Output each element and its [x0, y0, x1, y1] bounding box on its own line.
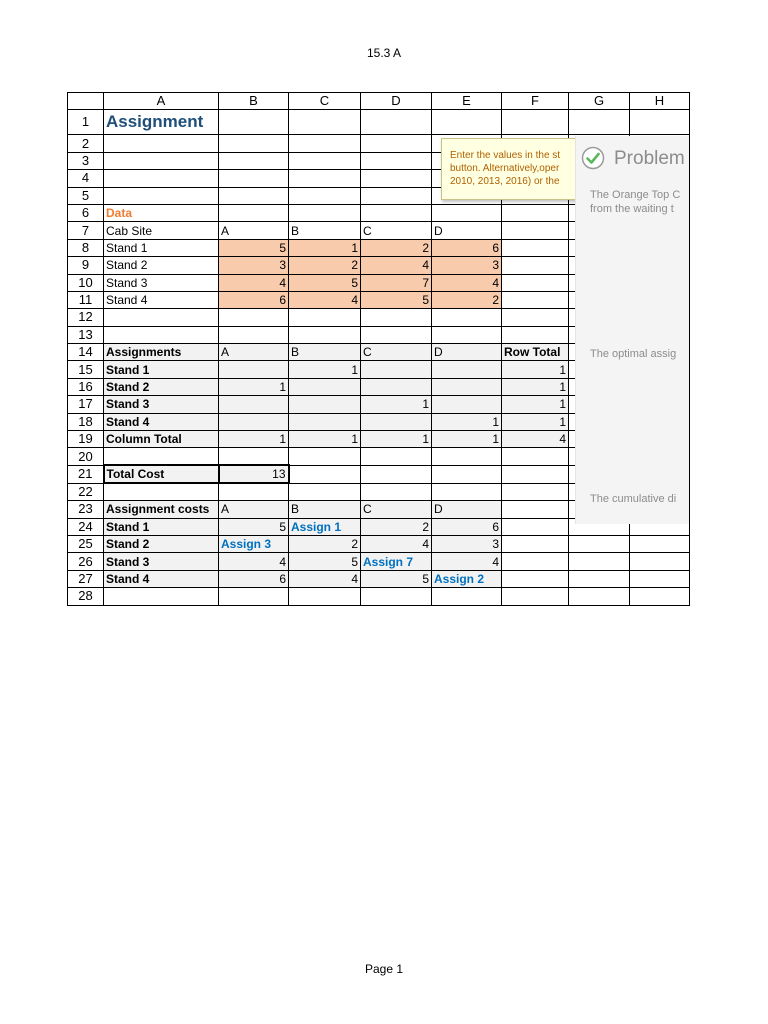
- input-cell[interactable]: 3: [219, 257, 289, 274]
- cell[interactable]: [361, 483, 432, 500]
- row-number: 14: [68, 344, 104, 361]
- cell[interactable]: [361, 465, 432, 483]
- input-cell[interactable]: 2: [361, 239, 432, 256]
- row-number: 12: [68, 309, 104, 326]
- cell[interactable]: A: [219, 344, 289, 361]
- cell[interactable]: 6: [432, 518, 502, 535]
- cell[interactable]: [432, 309, 502, 326]
- instruction-tooltip: [441, 138, 581, 200]
- cell[interactable]: Stand 2: [104, 535, 219, 552]
- column-header[interactable]: D: [361, 93, 432, 110]
- cell[interactable]: [289, 187, 361, 204]
- cell[interactable]: [289, 110, 361, 135]
- cell[interactable]: [219, 309, 289, 326]
- cell[interactable]: [630, 110, 690, 135]
- cell[interactable]: Stand 3: [104, 396, 219, 413]
- cell[interactable]: [361, 110, 432, 135]
- cell[interactable]: [219, 135, 289, 152]
- cell[interactable]: [104, 135, 219, 152]
- cell[interactable]: A: [219, 222, 289, 239]
- cell[interactable]: Stand 3: [104, 553, 219, 570]
- row-number: 11: [68, 291, 104, 308]
- cell[interactable]: [432, 326, 502, 343]
- input-cell[interactable]: 5: [289, 274, 361, 291]
- cell[interactable]: [104, 588, 219, 605]
- cell[interactable]: [219, 110, 289, 135]
- row-number: 21: [68, 465, 104, 483]
- cell[interactable]: [502, 274, 569, 291]
- row-number: 6: [68, 204, 104, 221]
- cell[interactable]: Stand 1: [104, 239, 219, 256]
- cell[interactable]: [432, 361, 502, 378]
- cell[interactable]: [569, 553, 630, 570]
- cell[interactable]: Stand 4: [104, 570, 219, 587]
- cell[interactable]: [432, 396, 502, 413]
- row-number: 5: [68, 187, 104, 204]
- column-header[interactable]: C: [289, 93, 361, 110]
- cell[interactable]: [289, 413, 361, 430]
- input-cell[interactable]: 7: [361, 274, 432, 291]
- cell[interactable]: 1: [432, 413, 502, 430]
- row-number: 3: [68, 152, 104, 169]
- cell[interactable]: [361, 309, 432, 326]
- cell[interactable]: [502, 239, 569, 256]
- cell[interactable]: B: [289, 222, 361, 239]
- cell[interactable]: C: [361, 222, 432, 239]
- cell[interactable]: [219, 396, 289, 413]
- cell[interactable]: 4: [361, 535, 432, 552]
- cell[interactable]: [502, 291, 569, 308]
- cell[interactable]: [361, 152, 432, 169]
- cell[interactable]: [361, 378, 432, 395]
- cell[interactable]: [432, 465, 502, 483]
- row-number: 19: [68, 431, 104, 448]
- assign-label[interactable]: Assign 7: [361, 553, 432, 570]
- cell[interactable]: 1: [502, 396, 569, 413]
- column-header[interactable]: H: [630, 93, 690, 110]
- cell[interactable]: 1: [219, 378, 289, 395]
- cell[interactable]: [289, 309, 361, 326]
- check-circle-icon: [581, 146, 605, 170]
- cell[interactable]: [569, 535, 630, 552]
- input-cell[interactable]: 4: [432, 274, 502, 291]
- cell[interactable]: [502, 257, 569, 274]
- cell[interactable]: 4: [432, 553, 502, 570]
- cell[interactable]: [432, 204, 502, 221]
- cell[interactable]: [104, 309, 219, 326]
- total-cost-value[interactable]: 13: [219, 465, 289, 483]
- cell[interactable]: [289, 135, 361, 152]
- cell[interactable]: [361, 326, 432, 343]
- cell[interactable]: 5: [289, 553, 361, 570]
- row-number: 1: [68, 110, 104, 135]
- cell[interactable]: [219, 152, 289, 169]
- cell[interactable]: [219, 361, 289, 378]
- cell[interactable]: [104, 326, 219, 343]
- cell[interactable]: [219, 588, 289, 605]
- cell[interactable]: Assignments: [104, 344, 219, 361]
- row-number: 17: [68, 396, 104, 413]
- page-footer: Page 1: [364, 962, 404, 976]
- cell[interactable]: [502, 222, 569, 239]
- cell[interactable]: [361, 204, 432, 221]
- cell[interactable]: [502, 518, 569, 535]
- cell[interactable]: [502, 570, 569, 587]
- cell[interactable]: Stand 3: [104, 274, 219, 291]
- cell[interactable]: [289, 152, 361, 169]
- row-number: 15: [68, 361, 104, 378]
- cell[interactable]: [502, 309, 569, 326]
- cell[interactable]: [219, 187, 289, 204]
- sheet-row: [68, 553, 690, 570]
- cell[interactable]: [219, 448, 289, 465]
- input-cell[interactable]: 6: [219, 291, 289, 308]
- row-number: 28: [68, 588, 104, 605]
- cell[interactable]: [361, 361, 432, 378]
- problem-panel: [575, 136, 689, 524]
- row-number: 22: [68, 483, 104, 500]
- cell[interactable]: 1: [219, 431, 289, 448]
- cell[interactable]: 1: [361, 396, 432, 413]
- cell[interactable]: [569, 110, 630, 135]
- row-number: 13: [68, 326, 104, 343]
- cell[interactable]: [432, 588, 502, 605]
- cell[interactable]: [361, 588, 432, 605]
- row-number: 25: [68, 535, 104, 552]
- cell[interactable]: [432, 483, 502, 500]
- cell[interactable]: Stand 4: [104, 413, 219, 430]
- assign-label[interactable]: Assign 2: [432, 570, 502, 587]
- cell[interactable]: [104, 483, 219, 500]
- cell[interactable]: 4: [219, 553, 289, 570]
- row-number: 24: [68, 518, 104, 535]
- row-number: 4: [68, 170, 104, 187]
- input-cell[interactable]: 1: [289, 239, 361, 256]
- row-number: 18: [68, 413, 104, 430]
- tooltip-line: button. Alternatively,oper: [450, 163, 560, 174]
- cell[interactable]: Stand 4: [104, 291, 219, 308]
- input-cell[interactable]: 6: [432, 239, 502, 256]
- cell[interactable]: [289, 465, 361, 483]
- cell[interactable]: [289, 483, 361, 500]
- cell[interactable]: 1: [502, 413, 569, 430]
- row-number: 27: [68, 570, 104, 587]
- corner-cell: [68, 93, 104, 110]
- sheet-row: [68, 570, 690, 587]
- cell[interactable]: [502, 110, 569, 135]
- cell[interactable]: Stand 1: [104, 518, 219, 535]
- cell[interactable]: [502, 553, 569, 570]
- cell[interactable]: Cab Site: [104, 222, 219, 239]
- row-number: 8: [68, 239, 104, 256]
- cell[interactable]: [361, 448, 432, 465]
- cell[interactable]: [289, 378, 361, 395]
- cell[interactable]: [289, 170, 361, 187]
- cell[interactable]: 6: [219, 570, 289, 587]
- cell[interactable]: [219, 326, 289, 343]
- cell[interactable]: [289, 204, 361, 221]
- row-number: 2: [68, 135, 104, 152]
- cell[interactable]: [289, 448, 361, 465]
- cell[interactable]: [289, 326, 361, 343]
- cell[interactable]: D: [432, 501, 502, 518]
- cell[interactable]: 1: [361, 431, 432, 448]
- column-header[interactable]: A: [104, 93, 219, 110]
- cell[interactable]: [219, 204, 289, 221]
- input-cell[interactable]: 3: [432, 257, 502, 274]
- panel-title: Problem: [614, 148, 685, 169]
- cell[interactable]: 3: [432, 535, 502, 552]
- panel-text: from the waiting t: [590, 203, 674, 215]
- cell[interactable]: B: [289, 344, 361, 361]
- cell[interactable]: 4: [289, 570, 361, 587]
- cell[interactable]: Stand 1: [104, 361, 219, 378]
- cell[interactable]: 2: [361, 518, 432, 535]
- assign-label[interactable]: Assign 1: [289, 518, 361, 535]
- sheet-row: [68, 110, 690, 135]
- row-number: 10: [68, 274, 104, 291]
- cell[interactable]: 1: [289, 361, 361, 378]
- cell[interactable]: 4: [502, 431, 569, 448]
- cell[interactable]: 1: [502, 361, 569, 378]
- cell[interactable]: [502, 483, 569, 500]
- input-cell[interactable]: 5: [361, 291, 432, 308]
- panel-text: The cumulative di: [590, 493, 677, 505]
- cell[interactable]: 1: [432, 431, 502, 448]
- cell[interactable]: [219, 170, 289, 187]
- column-header[interactable]: B: [219, 93, 289, 110]
- row-number: 20: [68, 448, 104, 465]
- cell[interactable]: [630, 553, 690, 570]
- cell[interactable]: [361, 170, 432, 187]
- tooltip-line: Enter the values in the st: [450, 150, 561, 161]
- input-cell[interactable]: 4: [289, 291, 361, 308]
- row-number: 16: [68, 378, 104, 395]
- input-cell[interactable]: 2: [432, 291, 502, 308]
- cell[interactable]: A: [219, 501, 289, 518]
- column-header-row: [68, 93, 690, 110]
- input-cell[interactable]: 4: [361, 257, 432, 274]
- cell[interactable]: 1: [502, 378, 569, 395]
- cell[interactable]: [104, 170, 219, 187]
- input-cell[interactable]: 4: [219, 274, 289, 291]
- cell[interactable]: [289, 396, 361, 413]
- cell[interactable]: [432, 448, 502, 465]
- row-number: 26: [68, 553, 104, 570]
- cell[interactable]: Assignment costs: [104, 501, 219, 518]
- cell[interactable]: C: [361, 501, 432, 518]
- cell[interactable]: [630, 588, 690, 605]
- cell[interactable]: [361, 413, 432, 430]
- cell[interactable]: Row Total: [502, 344, 569, 361]
- cell[interactable]: [630, 570, 690, 587]
- cell[interactable]: [569, 570, 630, 587]
- cell[interactable]: [502, 535, 569, 552]
- cell[interactable]: [432, 110, 502, 135]
- row-number: 7: [68, 222, 104, 239]
- cell[interactable]: 5: [219, 518, 289, 535]
- panel-text: The Orange Top C: [590, 189, 681, 201]
- cell[interactable]: [502, 326, 569, 343]
- data-section-label[interactable]: Data: [104, 204, 219, 221]
- cell[interactable]: [502, 588, 569, 605]
- total-cost-label[interactable]: Total Cost: [104, 465, 219, 483]
- cell[interactable]: 5: [361, 570, 432, 587]
- cell[interactable]: [289, 588, 361, 605]
- cell[interactable]: [104, 448, 219, 465]
- cell[interactable]: [569, 588, 630, 605]
- cell[interactable]: D: [432, 222, 502, 239]
- cell[interactable]: [502, 501, 569, 518]
- cell[interactable]: [219, 483, 289, 500]
- input-cell[interactable]: 2: [289, 257, 361, 274]
- cell[interactable]: [502, 448, 569, 465]
- cell[interactable]: D: [432, 344, 502, 361]
- cell[interactable]: [361, 135, 432, 152]
- cell[interactable]: C: [361, 344, 432, 361]
- column-header[interactable]: G: [569, 93, 630, 110]
- page-header: 15.3 A: [366, 46, 402, 60]
- panel-text: The optimal assig: [590, 348, 677, 360]
- cell[interactable]: [104, 187, 219, 204]
- cell[interactable]: [219, 413, 289, 430]
- cell[interactable]: [432, 378, 502, 395]
- cell[interactable]: [502, 204, 569, 221]
- cell[interactable]: Stand 2: [104, 257, 219, 274]
- cell[interactable]: B: [289, 501, 361, 518]
- sheet-title[interactable]: Assignment: [104, 110, 219, 135]
- input-cell[interactable]: 5: [219, 239, 289, 256]
- assign-label[interactable]: Assign 3: [219, 535, 289, 552]
- cell[interactable]: [502, 465, 569, 483]
- column-header[interactable]: E: [432, 93, 502, 110]
- cell[interactable]: [630, 535, 690, 552]
- cell[interactable]: [104, 152, 219, 169]
- cell[interactable]: [361, 187, 432, 204]
- cell[interactable]: 2: [289, 535, 361, 552]
- column-header[interactable]: F: [502, 93, 569, 110]
- cell[interactable]: 1: [289, 431, 361, 448]
- row-number: 23: [68, 501, 104, 518]
- cell[interactable]: Column Total: [104, 431, 219, 448]
- cell[interactable]: Stand 2: [104, 378, 219, 395]
- sheet-row: [68, 535, 690, 552]
- tooltip-line: 2010, 2013, 2016) or the: [450, 176, 560, 187]
- row-number: 9: [68, 257, 104, 274]
- sheet-row: [68, 588, 690, 605]
